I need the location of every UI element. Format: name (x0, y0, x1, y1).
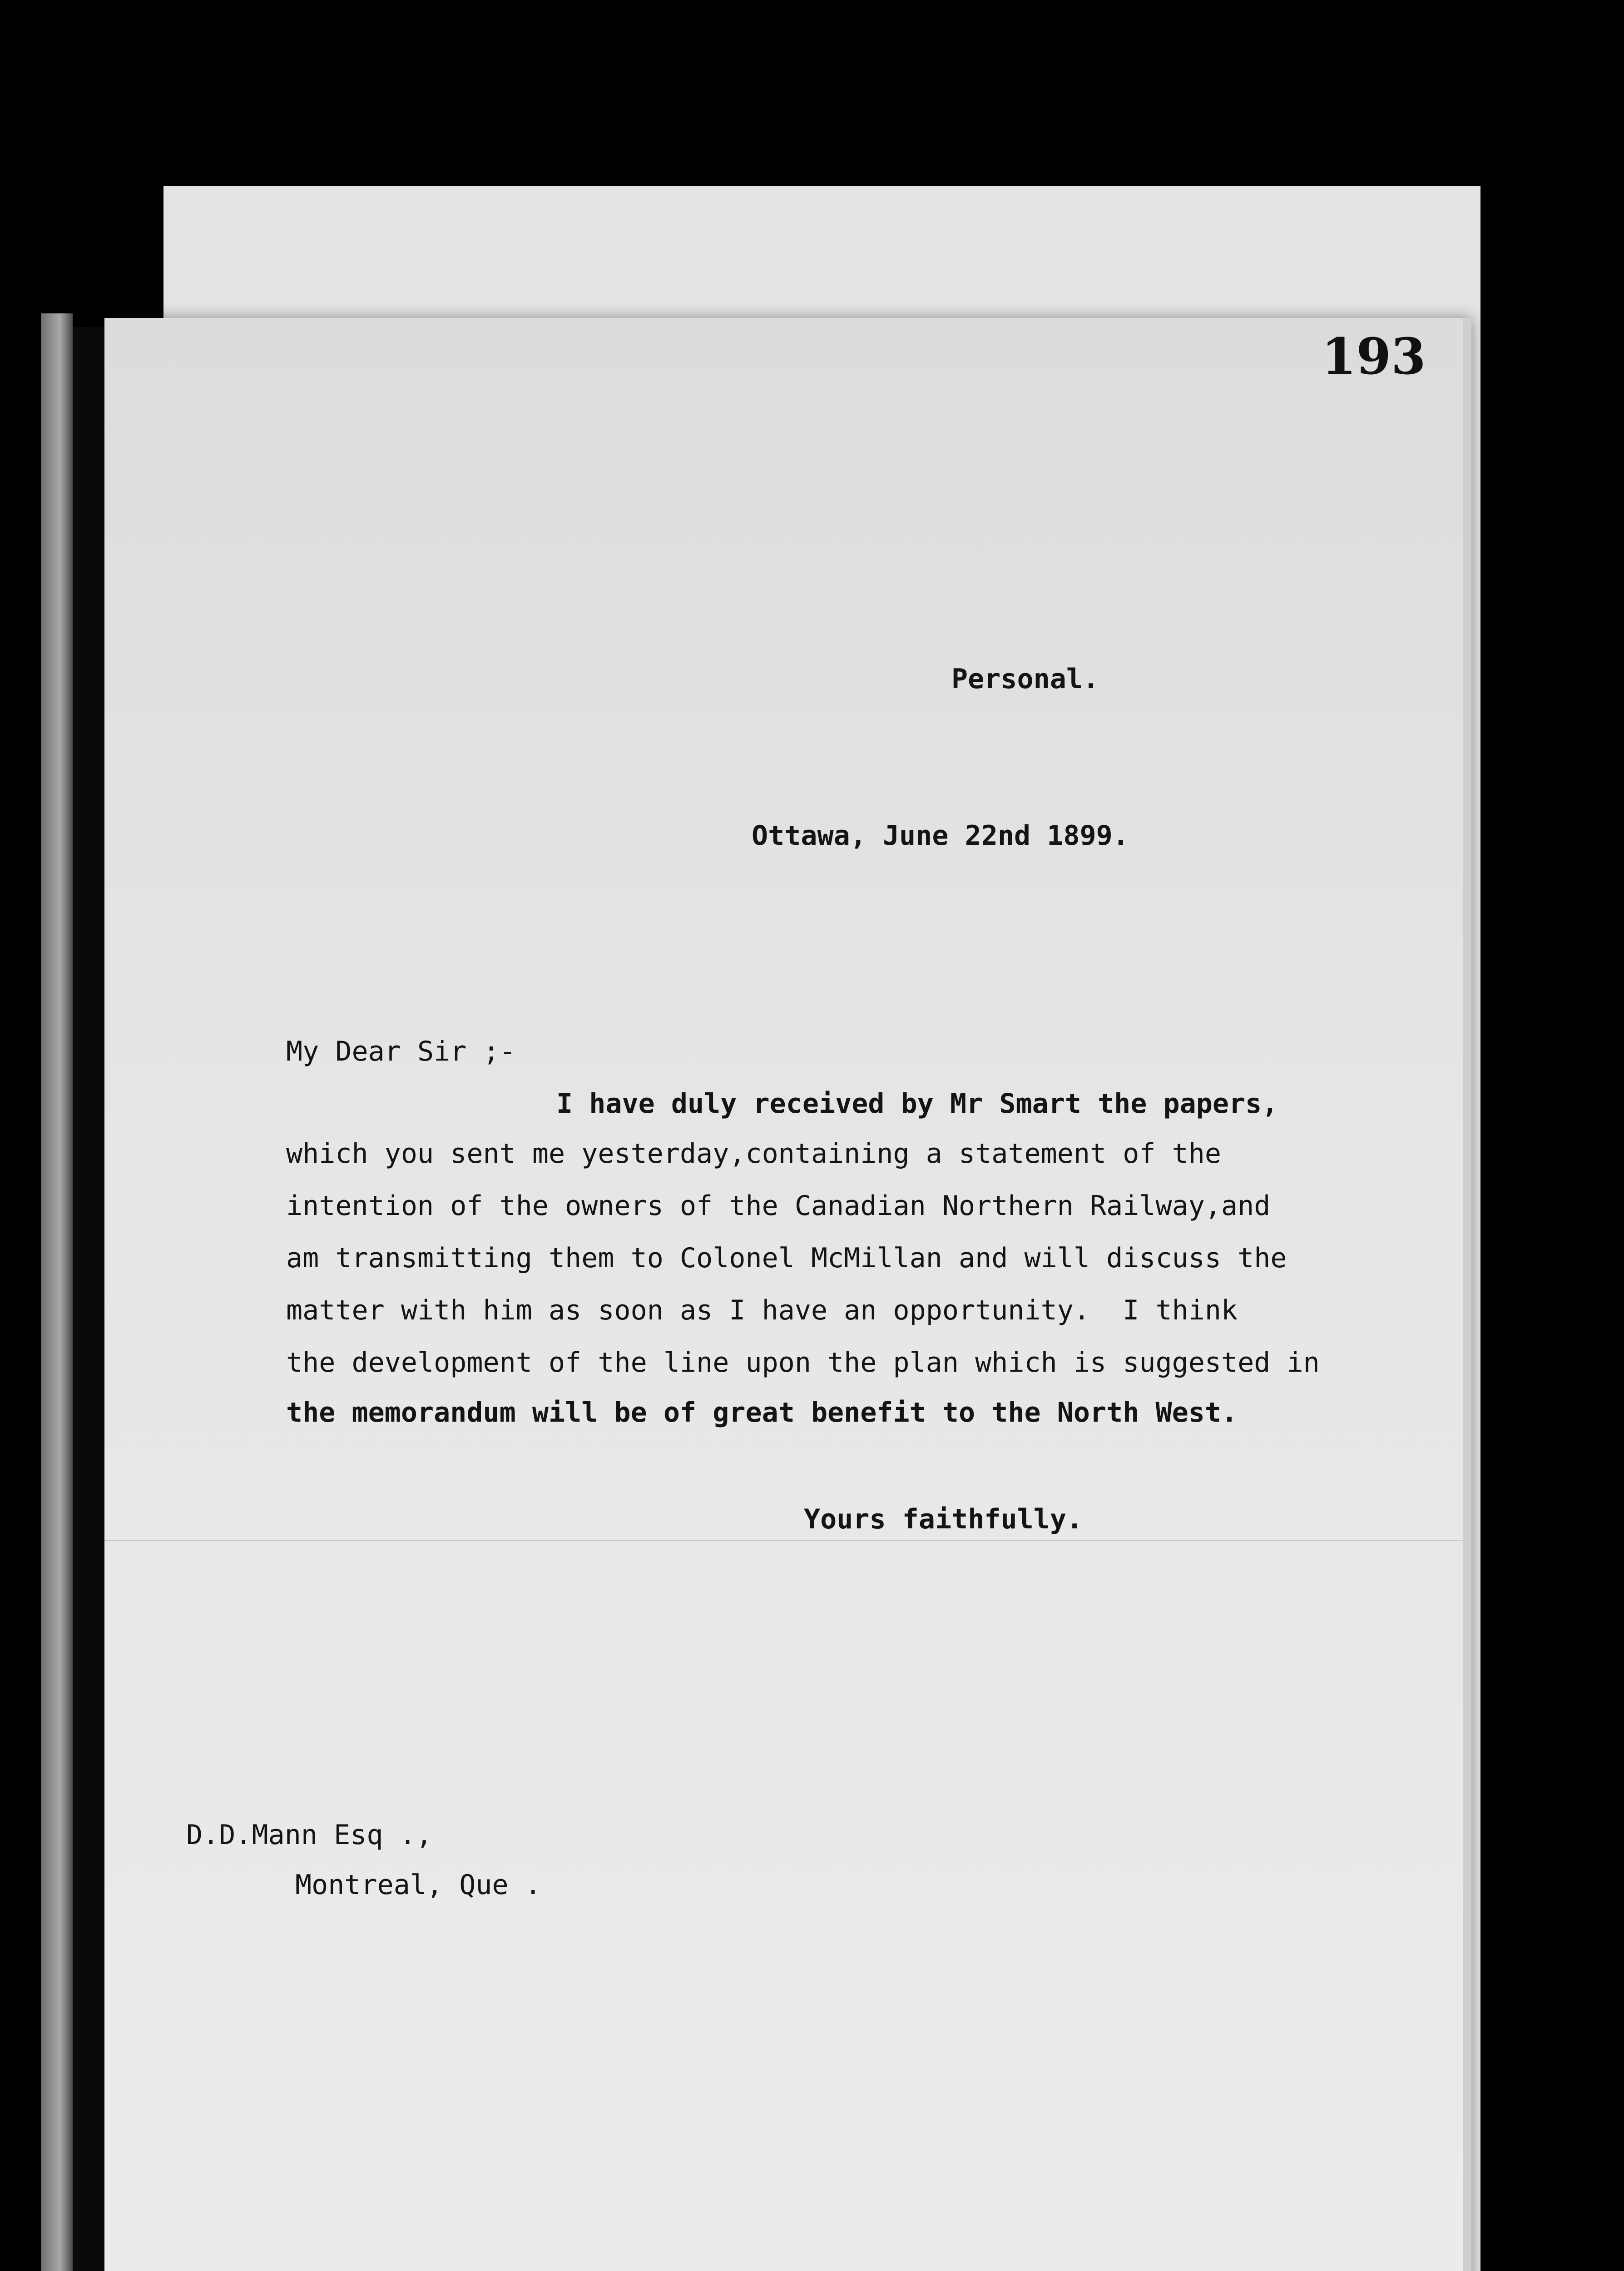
address-city: Montreal, Que . (295, 1869, 541, 1901)
addressee: D.D.Mann Esq ., (186, 1819, 432, 1851)
body-line: matter with him as soon as I have an opportunity. I think (286, 1294, 1238, 1326)
closing: Yours faithfully. (804, 1503, 1083, 1535)
salutation: My Dear Sir ;- (286, 1036, 516, 1067)
fold-line (104, 1540, 1471, 1541)
letter-date: Ottawa, June 22nd 1899. (752, 820, 1129, 852)
body-line: the development of the line upon the plan which is suggested in (286, 1347, 1320, 1378)
body-line: am transmitting them to Colonel McMillan and will discuss the (286, 1242, 1287, 1274)
body-line: the memorandum will be of great benefit to the North West. (286, 1397, 1238, 1428)
binding-edge (41, 313, 73, 2271)
body-line: I have duly received by Mr Smart the papers, (556, 1088, 1278, 1120)
page-edge (1463, 318, 1471, 2271)
folio-number: 193 (1322, 327, 1426, 386)
letter-header: Personal. (951, 663, 1099, 695)
body-line: intention of the owners of the Canadian Northern Railway,and (286, 1190, 1271, 1222)
body-line: which you sent me yesterday,containing a statement of the (286, 1138, 1222, 1170)
